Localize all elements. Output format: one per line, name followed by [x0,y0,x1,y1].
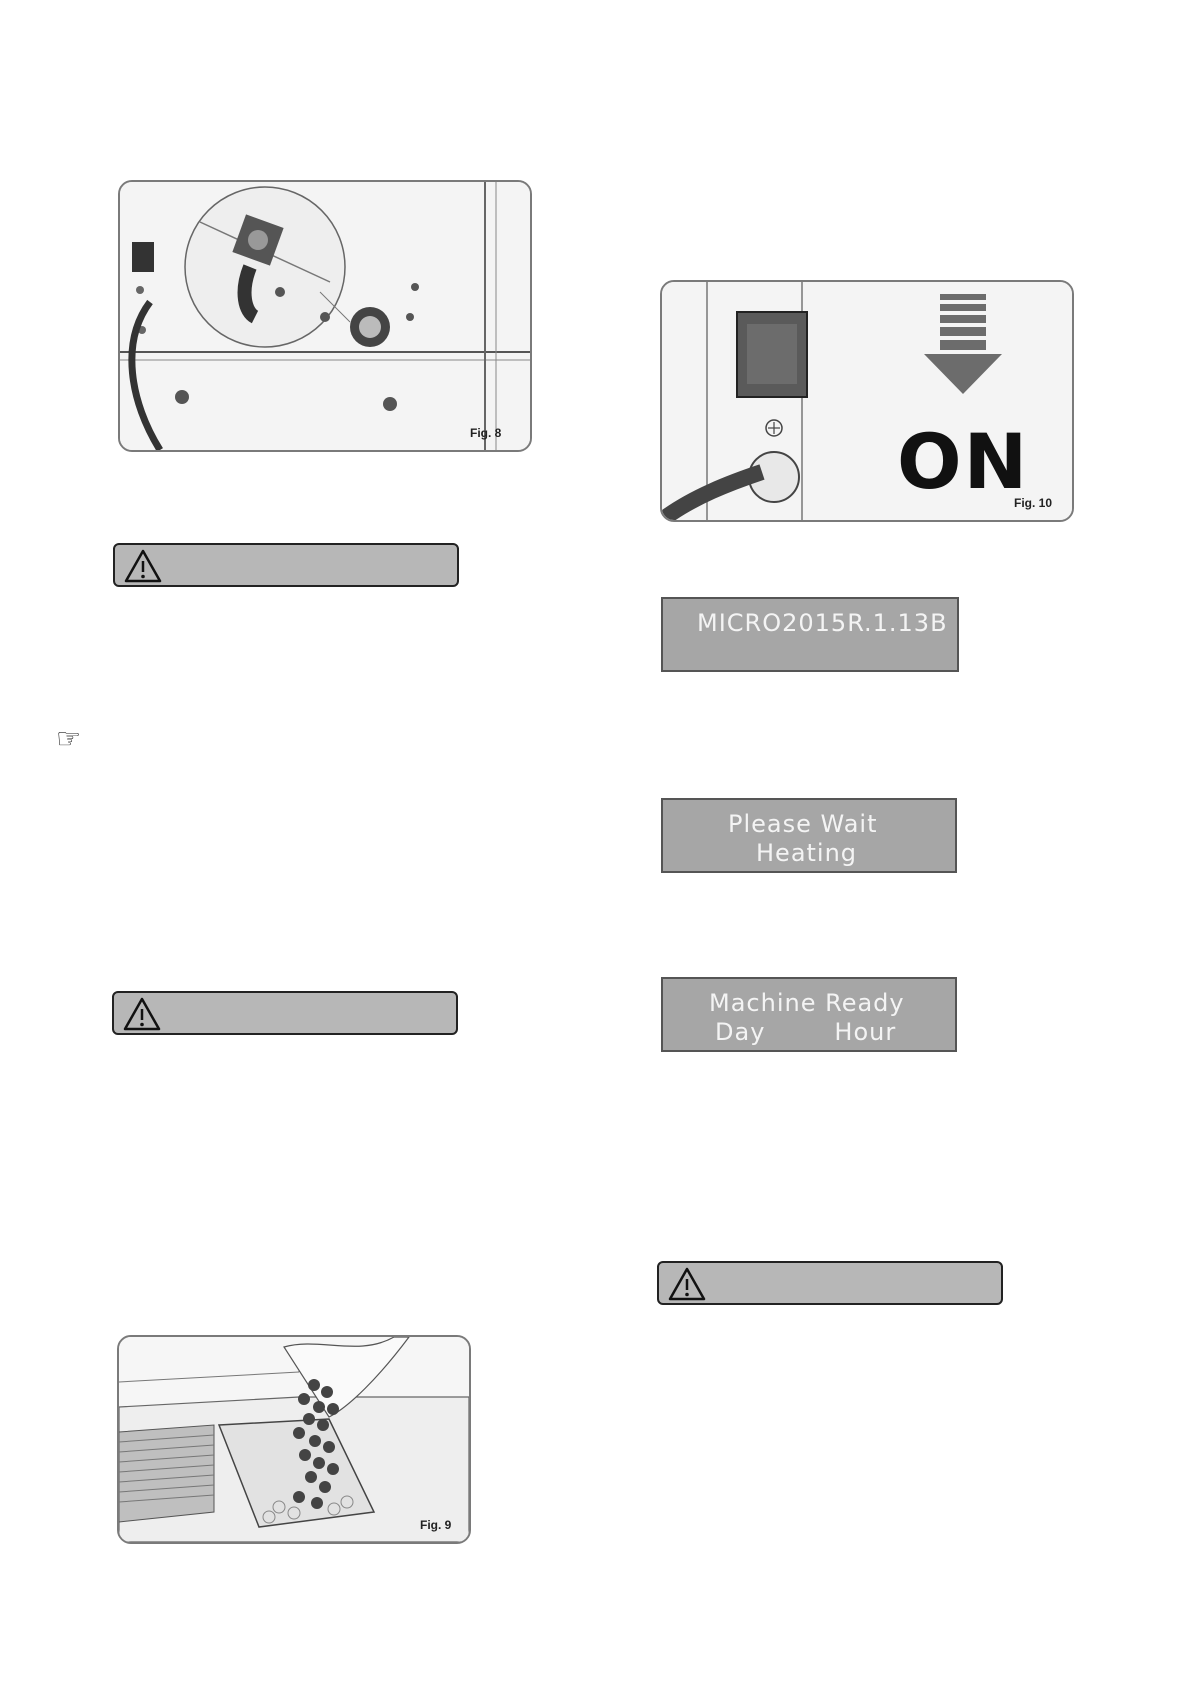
lcd-line-1: MICRO2015R.1.13B [697,609,948,637]
warning-triangle-icon [667,1266,707,1302]
warning-bar [112,991,458,1035]
warning-triangle-icon [122,996,162,1032]
lcd-line-1: Machine Ready [709,989,905,1017]
figure-label: Fig. 10 [1014,496,1053,510]
warning-bar [657,1261,1003,1305]
warning-triangle-icon [123,548,163,584]
warning-bar [113,543,459,587]
pointing-hand-icon: ☞ [56,723,82,754]
figure-label: Fig. 9 [420,1518,452,1532]
figure-9 [117,1335,471,1544]
figure-label: Fig. 8 [470,426,502,440]
lcd-line-2: Day Hour [715,1018,897,1046]
figure-8 [118,180,532,452]
lcd-display-version [661,597,959,672]
on-indicator-text: ON [897,417,1030,506]
lcd-line-2: Heating [756,839,858,867]
figure-10 [660,280,1074,522]
fig8-illustration [120,182,530,450]
fig9-illustration [119,1337,469,1542]
lcd-display-ready [661,977,957,1052]
lcd-display-heating [661,798,957,873]
lcd-line-1: Please Wait [728,810,878,838]
